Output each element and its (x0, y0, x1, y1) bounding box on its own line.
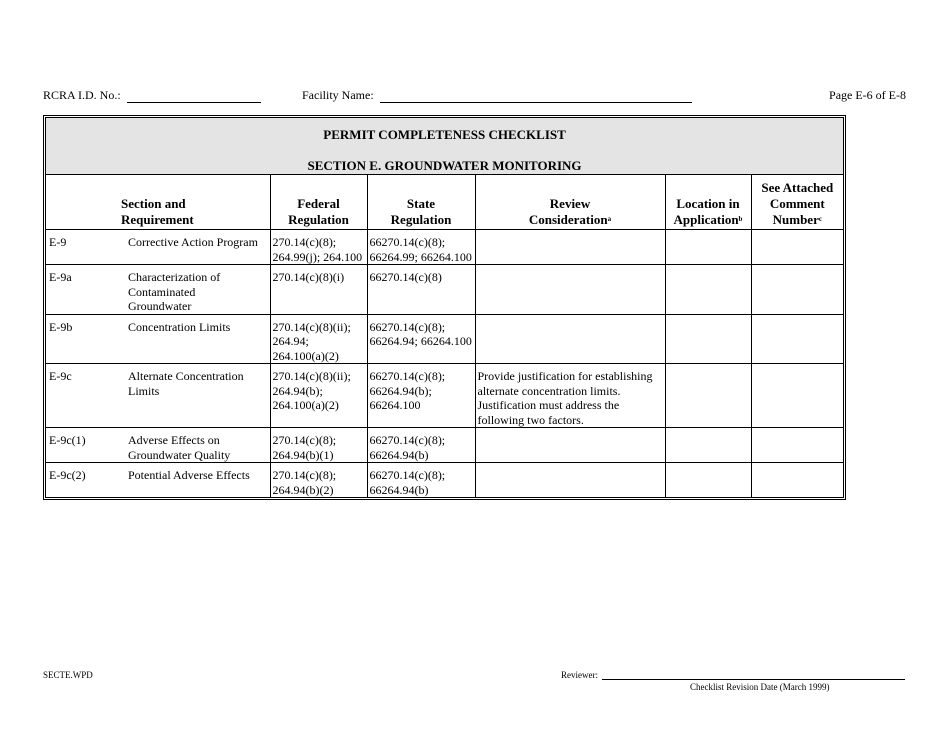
federal-regulation-cell-line: 270.14(c)(8); (272, 433, 337, 447)
state-regulation-cell-line: 66270.14(c)(8); (369, 369, 446, 383)
location-in-application-cell[interactable] (665, 463, 751, 498)
federal-regulation-cell-line: 264.100(a)(2) (272, 398, 339, 412)
federal-regulation-cell (270, 230, 367, 265)
location-in-application-cell[interactable] (665, 265, 751, 315)
section-requirement-cell (46, 265, 270, 315)
review-consideration-cell (475, 314, 665, 364)
federal-regulation-cell (270, 463, 367, 498)
table-title: PERMIT COMPLETENESS CHECKLIST (323, 127, 566, 142)
federal-regulation-cell-line: 270.14(c)(8); (272, 235, 337, 249)
column-header-comment-line3 (752, 212, 844, 228)
column-header-comment-text: Number (772, 212, 819, 227)
state-regulation-cell-line: 66264.94(b) (369, 447, 429, 462)
requirement-text: Groundwater Quality (128, 447, 231, 462)
rcra-id-blank[interactable] (127, 91, 261, 103)
table-title-block (46, 118, 843, 175)
table-subtitle: SECTION E. GROUNDWATER MONITORING (307, 158, 582, 173)
state-regulation-cell (367, 314, 475, 364)
checklist-frame (43, 115, 846, 500)
row-id: E-9 (49, 235, 67, 249)
requirement-text: Adverse Effects on (128, 433, 220, 447)
column-header-state-line2: Regulation (390, 212, 452, 227)
state-regulation-cell-line: 66270.14(c)(8); (369, 468, 446, 482)
column-header-state-line1: State (406, 196, 436, 211)
review-consideration-cell-line: alternate concentration limits. (477, 383, 621, 398)
federal-regulation-cell (270, 314, 367, 364)
column-header-review-line1: Review (549, 196, 591, 211)
comment-number-cell[interactable] (751, 428, 843, 463)
state-regulation-cell-line: 66270.14(c)(8); (369, 433, 446, 447)
requirement-text: Potential Adverse Effects (128, 468, 250, 482)
location-in-application-cell[interactable] (665, 230, 751, 265)
state-regulation-cell-line: 66264.94(b) (369, 482, 429, 497)
state-regulation-cell (367, 265, 475, 315)
federal-regulation-cell (270, 265, 367, 315)
federal-regulation-cell-line: 270.14(c)(8)(i) (272, 270, 345, 284)
checklist-body (46, 230, 843, 498)
row-id: E-9c(2) (49, 468, 86, 482)
rcra-id-label: RCRA I.D. No.: (43, 88, 121, 102)
federal-regulation-cell (270, 428, 367, 463)
reviewer-label: Reviewer: (561, 670, 598, 680)
review-consideration-cell-line: following two factors. (477, 412, 584, 427)
requirement-text: Characterization of (128, 270, 221, 284)
review-consideration-cell (475, 428, 665, 463)
review-consideration-cell (475, 265, 665, 315)
reviewer-field[interactable] (561, 670, 905, 680)
requirement-text: Limits (128, 383, 160, 398)
footnote-marker-c: c (818, 215, 822, 223)
column-header-section-line1: Section and (121, 196, 186, 211)
table-row (46, 265, 843, 315)
location-in-application-cell[interactable] (665, 314, 751, 364)
facility-name-label: Facility Name: (302, 88, 374, 102)
column-header-review-line2 (476, 212, 665, 228)
location-in-application-cell[interactable] (665, 428, 751, 463)
column-header-federal-line1: Federal (297, 196, 340, 211)
state-regulation-cell-line: 66264.100 (369, 398, 421, 412)
comment-number-cell[interactable] (751, 364, 843, 428)
federal-regulation-cell-line: 264.94(b); (272, 383, 323, 398)
column-header-location-line2 (666, 212, 751, 228)
column-header-state (367, 175, 475, 230)
comment-number-cell[interactable] (751, 230, 843, 265)
review-consideration-cell (475, 364, 665, 428)
facility-name-blank[interactable] (380, 91, 692, 103)
requirement-text: Concentration Limits (128, 319, 231, 334)
requirement-text: Contaminated (128, 284, 196, 299)
state-regulation-cell (367, 463, 475, 498)
table-row (46, 230, 843, 265)
state-regulation-cell-line: 66264.94; 66264.100 (369, 334, 472, 348)
column-header-location (665, 175, 751, 230)
state-regulation-cell (367, 364, 475, 428)
federal-regulation-cell (270, 364, 367, 428)
column-header-section-line2: Requirement (121, 212, 194, 227)
review-consideration-cell (475, 463, 665, 498)
federal-regulation-cell-line: 270.14(c)(8)(ii); (272, 369, 351, 383)
review-consideration-cell (475, 230, 665, 265)
federal-regulation-cell-line: 264.100(a)(2) (272, 348, 339, 363)
federal-regulation-cell-line: 264.94(b)(2) (272, 482, 334, 497)
column-header-comment-line2: Comment (769, 196, 825, 211)
row-id: E-9b (49, 319, 73, 334)
column-header-location-line1: Location in (676, 196, 740, 211)
column-header-comment-line1: See Attached (761, 180, 834, 195)
column-header-comment (751, 175, 843, 230)
facility-name-field[interactable] (302, 88, 692, 103)
footnote-marker-a: a (607, 215, 612, 223)
requirement-text: Groundwater (128, 299, 192, 313)
rcra-id-field[interactable] (43, 88, 261, 103)
requirement-text: Alternate Concentration (128, 369, 244, 383)
table-row (46, 314, 843, 364)
page-number: Page E-6 of E-8 (829, 88, 906, 102)
row-id: E-9c(1) (49, 433, 86, 447)
column-header-section (46, 175, 270, 230)
column-header-location-text: Application (673, 212, 739, 227)
column-header-federal (270, 175, 367, 230)
federal-regulation-cell-line: 264.94; (272, 334, 309, 348)
state-regulation-cell-line: 66270.14(c)(8); (369, 319, 446, 334)
column-header-review (475, 175, 665, 230)
file-name: SECTE.WPD (43, 670, 93, 680)
comment-number-cell[interactable] (751, 463, 843, 498)
table-row (46, 364, 843, 428)
requirement-text: Corrective Action Program (128, 235, 258, 249)
comment-number-cell[interactable] (751, 265, 843, 315)
federal-regulation-cell-line: 270.14(c)(8)(ii); (272, 319, 351, 334)
column-header-federal-line2: Regulation (288, 212, 349, 227)
row-id: E-9a (49, 270, 72, 284)
checklist-table (46, 118, 843, 497)
review-consideration-cell-line: Justification must address the (477, 398, 620, 412)
comment-number-cell[interactable] (751, 314, 843, 364)
table-row (46, 463, 843, 498)
section-requirement-cell (46, 463, 270, 498)
section-requirement-cell (46, 428, 270, 463)
federal-regulation-cell-line: 264.99(j); 264.100 (272, 249, 363, 264)
state-regulation-cell (367, 230, 475, 265)
column-header-review-text: Consideration (528, 212, 608, 227)
footnote-marker-b: b (738, 215, 743, 223)
section-requirement-cell (46, 230, 270, 265)
section-requirement-cell (46, 314, 270, 364)
state-regulation-cell-line: 66270.14(c)(8) (369, 270, 442, 284)
section-requirement-cell (46, 364, 270, 428)
reviewer-blank[interactable] (602, 672, 905, 680)
location-in-application-cell[interactable] (665, 364, 751, 428)
state-regulation-cell-line: 66264.99; 66264.100 (369, 249, 472, 264)
state-regulation-cell (367, 428, 475, 463)
state-regulation-cell-line: 66270.14(c)(8); (369, 235, 446, 249)
revision-date: Checklist Revision Date (March 1999) (690, 682, 830, 692)
state-regulation-cell-line: 66264.94(b); (369, 383, 432, 398)
row-id: E-9c (49, 369, 72, 383)
review-consideration-cell-line: Provide justification for establishing (477, 369, 653, 383)
federal-regulation-cell-line: 270.14(c)(8); (272, 468, 337, 482)
table-row (46, 428, 843, 463)
federal-regulation-cell-line: 264.94(b)(1) (272, 447, 334, 462)
